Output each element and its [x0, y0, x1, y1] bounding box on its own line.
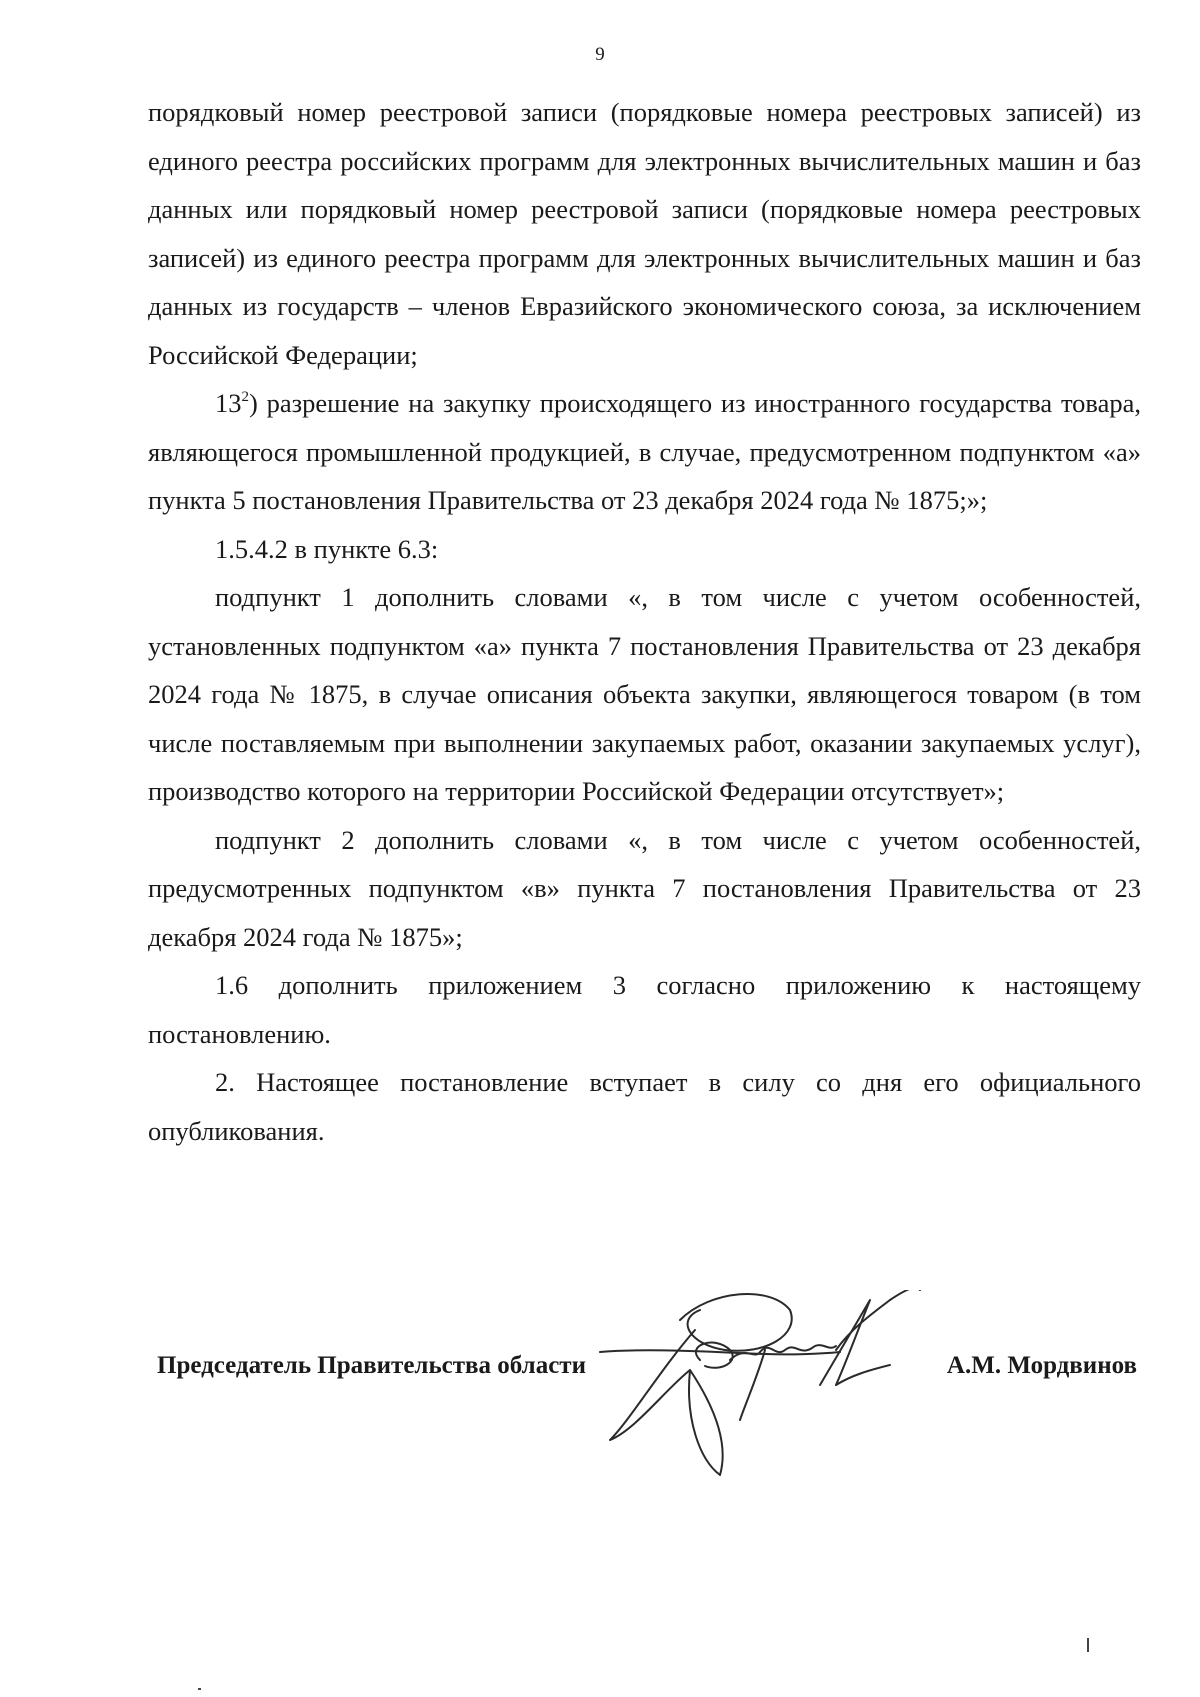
- paragraph-registry: порядковый номер реестровой записи (порядковые номера реестровых записей) из единого реестра российских программ для электронных вычислительных машин и баз данных или порядковый номер реестровой записи (порядковые номера реестровых записей) из единого реестра программ для электронных вычислительных машин и баз данных из государств – членов Евразийского экономического союза, за исключением Российской Федерации;: [148, 97, 1141, 370]
- paragraph-subpoint-1: подпункт 1 дополнить словами «, в том числе с учетом особенностей, установленных подпунктом «а» пункта 7 постановления Правительства от 23 декабря 2024 года № 1875, в случае описания объекта закупки, являющегося товаром (в том числе поставляемым при выполнении закупаемых работ, оказании закупаемых услуг), производство которого на территории Российской Федерации отсутствует»;: [148, 582, 1141, 806]
- paragraph-13-2-text: ) разрешение на закупку происходящего из иностранного государства товара, являющегося промышленной продукцией, в случае, предусмотренном подпунктом «а» пункта 5 постановления Правительства от 23 декабря 2024 года № 1875;»;: [148, 388, 1141, 515]
- signatory-role: Председатель Правительства области: [157, 1352, 586, 1379]
- page-number: 9: [595, 44, 605, 65]
- scan-mark-bottom-right: [1087, 1638, 1089, 1652]
- paragraph-13-2-number: 13: [215, 388, 242, 418]
- document-body: [148, 88, 1141, 1155]
- paragraph-13-2-superscript: 2: [241, 389, 249, 405]
- paragraph-1-5-4-2: 1.5.4.2 в пункте 6.3:: [215, 533, 439, 564]
- paragraph-13-2: [148, 379, 1141, 525]
- scan-mark-bottom-left: [198, 1688, 201, 1690]
- paragraph-1-6: 1.6 дополнить приложением 3 согласно приложению к настоящему постановлению.: [148, 970, 1141, 1049]
- signatory-name: А.М. Мордвинов: [946, 1352, 1137, 1379]
- handwritten-signature: [590, 1290, 950, 1490]
- paragraph-subpoint-2: подпункт 2 дополнить словами «, в том числе с учетом особенностей, предусмотренных подпунктом «в» пункта 7 постановления Правительства от 23 декабря 2024 года № 1875»;: [148, 824, 1141, 952]
- paragraph-2: 2. Настоящее постановление вступает в силу со дня его официального опубликования.: [148, 1067, 1141, 1146]
